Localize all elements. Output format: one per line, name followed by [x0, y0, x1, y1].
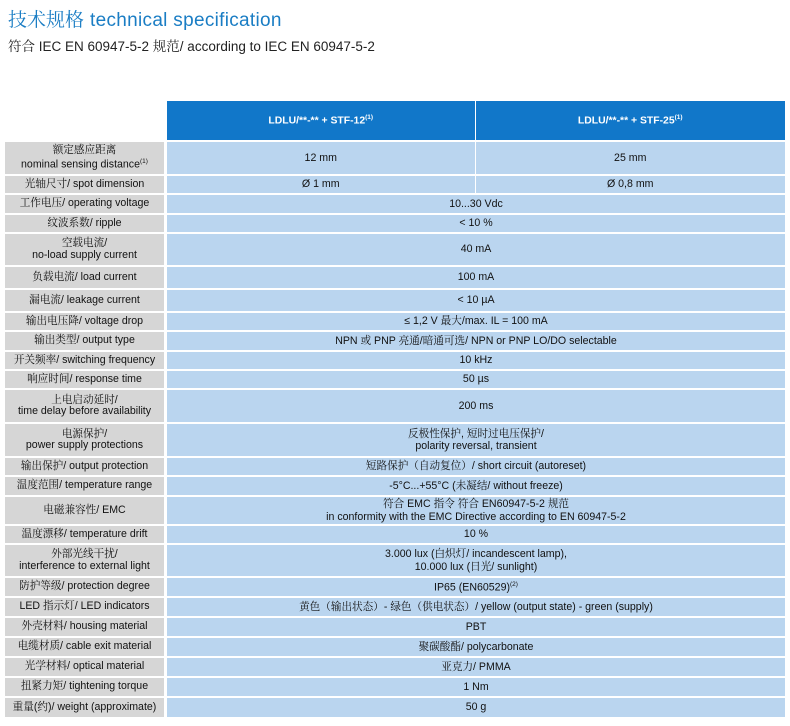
text-line: LED 指示灯/ LED indicators [19, 600, 150, 613]
spec-row [5, 597, 785, 617]
spec-row-label [5, 370, 164, 389]
text-line: 电源保护/ [61, 427, 108, 440]
spec-row-label [5, 266, 164, 289]
spec-row [5, 677, 785, 697]
title-english: technical specification [90, 10, 282, 31]
text-line: 输出电压降/ voltage drop [25, 314, 144, 327]
text-line: 负载电流/ load current [32, 270, 137, 283]
spec-row-value [167, 496, 785, 525]
column-header-label: LDLU/**-** + STF-25 [577, 115, 675, 127]
text-line: 输出保护/ output protection [20, 459, 149, 472]
column-header-stf-25 [475, 101, 785, 141]
text-line: 额定感应距离 [52, 143, 117, 156]
text-line: 漏电流/ leakage current [29, 293, 140, 306]
column-header-stf-12 [167, 101, 475, 141]
spec-row-label [5, 312, 164, 331]
text-line: 1 Nm [463, 680, 489, 693]
text-line: power supply protections [25, 439, 144, 451]
text-line: polarity reversal, transient [415, 440, 537, 452]
text-line: 10 % [463, 528, 489, 541]
text-line: 上电启动延时/ [51, 393, 118, 406]
spec-row-value [167, 312, 785, 331]
text-line: 光学材料/ optical material [24, 660, 145, 673]
text-line: 开关频率/ switching frequency [13, 353, 156, 366]
header-blank-cell [5, 101, 167, 141]
spec-row-label [5, 677, 164, 697]
text-line: 12 mm [304, 151, 337, 164]
text-line: 防护等级/ protection degree [19, 580, 150, 593]
spec-row-value [167, 657, 785, 677]
spec-row-value [475, 141, 785, 175]
text-line: 10 kHz [459, 354, 493, 367]
text-line: 符合 EMC 指令 符合 EN60947-5-2 规范 [382, 498, 570, 510]
spec-row [5, 331, 785, 351]
spec-row-value [167, 266, 785, 289]
spec-row-value [167, 214, 785, 233]
spec-row [5, 657, 785, 677]
text-line: 温度范围/ temperature range [16, 479, 153, 492]
spec-row-value [167, 194, 785, 214]
spec-table [5, 101, 785, 717]
spec-row-label [5, 525, 164, 544]
text-line: 聚碳酸酯/ polycarbonate [418, 640, 534, 653]
spec-row [5, 266, 785, 289]
spec-row [5, 389, 785, 423]
spec-row-value [167, 617, 785, 637]
text-line: 外壳材料/ housing material [21, 620, 148, 633]
footnote-mark: (2) [510, 581, 518, 589]
spec-row-value [167, 141, 475, 175]
spec-row-label [5, 637, 164, 657]
text-line: NPN 或 PNP 亮通/暗通可选/ NPN or PNP LO/DO selectable [335, 334, 617, 347]
text-line: 50 g [465, 701, 487, 714]
spec-row-value [475, 175, 785, 194]
spec-row-label [5, 331, 164, 351]
text-line: IP65 (EN60529) [434, 582, 510, 595]
text-line: no-load supply current [32, 248, 137, 261]
spec-row-label [5, 389, 164, 423]
text-line: 10...30 Vdc [449, 197, 503, 210]
text-line: 光轴尺寸/ spot dimension [24, 177, 145, 190]
spec-row-label [5, 577, 164, 597]
spec-row-label [5, 351, 164, 370]
spec-table-header [5, 101, 785, 141]
spec-row [5, 175, 785, 194]
spec-row [5, 214, 785, 233]
text-line: 3.000 lux (白炽灯/ incandescent lamp), [385, 548, 567, 560]
spec-row [5, 617, 785, 637]
text-line: 反极性保护, 短时过电压保护/ [408, 427, 544, 440]
column-header-label: LDLU/**-** + STF-12 [268, 115, 366, 127]
text-line: 电缆材质/ cable exit material [17, 640, 152, 653]
spec-row-label [5, 597, 164, 617]
spec-row [5, 544, 785, 577]
text-line: 电磁兼容性/ EMC [43, 503, 126, 516]
text-line: 空载电流/ [61, 237, 108, 249]
spec-row-value [167, 351, 785, 370]
text-line: interference to external light [19, 559, 150, 572]
text-line: 纹波系数/ ripple [47, 216, 122, 229]
text-line: in conformity with the EMC Directive according to EN 60947-5-2 [326, 510, 626, 523]
spec-row-value [167, 423, 785, 457]
spec-row-value [167, 525, 785, 544]
spec-row-value [167, 476, 785, 496]
spec-row-value [167, 370, 785, 389]
spec-row [5, 423, 785, 457]
text-line: Ø 1 mm [301, 178, 340, 191]
spec-row-value [167, 457, 785, 476]
page-title [8, 5, 282, 32]
spec-row-label [5, 476, 164, 496]
spec-row-label [5, 617, 164, 637]
spec-row [5, 194, 785, 214]
page-subtitle: 符合 IEC EN 60947-5-2 规范/ according to IEC EN 60947-5-2 [8, 39, 375, 54]
text-line: time delay before availability [17, 405, 152, 417]
text-line: 响应时间/ response time [27, 372, 142, 385]
spec-row [5, 312, 785, 331]
text-line: PBT [465, 620, 487, 633]
text-line: 10.000 lux (日光/ sunlight) [414, 560, 538, 573]
footnote-mark: (1) [365, 114, 374, 122]
text-line: 重量(约)/ weight (approximate) [12, 700, 157, 713]
footnote-mark: (1) [674, 114, 683, 122]
spec-row-value [167, 233, 785, 266]
spec-row-label [5, 496, 164, 525]
spec-row-value [167, 389, 785, 423]
spec-row [5, 233, 785, 266]
spec-row [5, 370, 785, 389]
spec-row [5, 637, 785, 657]
spec-row-label [5, 457, 164, 476]
spec-row-label [5, 233, 164, 266]
text-line: < 10 µA [457, 294, 495, 307]
spec-row [5, 289, 785, 312]
spec-row-label [5, 141, 164, 175]
spec-row-value [167, 637, 785, 657]
text-line: 亚克力/ PMMA [441, 660, 511, 673]
text-line: < 10 % [459, 217, 493, 230]
text-line: nominal sensing distance [21, 158, 140, 171]
text-line: ≤ 1,2 V 最大/max. IL = 100 mA [404, 315, 548, 328]
footnote-mark: (1) [140, 158, 148, 166]
spec-row [5, 577, 785, 597]
text-line: 50 µs [462, 373, 490, 386]
spec-row-label [5, 657, 164, 677]
spec-row-value [167, 289, 785, 312]
text-line: 输出类型/ output type [34, 334, 135, 347]
spec-row-value [167, 544, 785, 577]
spec-row-label [5, 423, 164, 457]
title-chinese: 技术规格 [8, 10, 85, 31]
spec-row-label [5, 697, 164, 717]
spec-row-label [5, 175, 164, 194]
text-line: 扭紧力矩/ tightening torque [20, 680, 149, 693]
spec-row-value [167, 677, 785, 697]
spec-row-label [5, 544, 164, 577]
spec-row-value [167, 175, 475, 194]
text-line: 40 mA [460, 243, 492, 256]
text-line: 100 mA [457, 271, 495, 284]
text-line: 温度漂移/ temperature drift [21, 527, 148, 540]
spec-row [5, 496, 785, 525]
spec-row-label [5, 289, 164, 312]
spec-row [5, 525, 785, 544]
spec-row [5, 457, 785, 476]
spec-row [5, 351, 785, 370]
text-line: 25 mm [614, 151, 647, 164]
spec-row-value [167, 331, 785, 351]
spec-row-label [5, 194, 164, 214]
text-line: 200 ms [458, 399, 494, 412]
spec-row-value [167, 697, 785, 717]
spec-row [5, 697, 785, 717]
text-line: 短路保护（自动复位）/ short circuit (autoreset) [365, 460, 587, 473]
text-line: -5°C...+55°C (未凝结/ without freeze) [389, 479, 563, 492]
text-line: 外部光线干扰/ [51, 548, 118, 560]
spec-row-value [167, 577, 785, 597]
spec-row [5, 476, 785, 496]
spec-row [5, 141, 785, 175]
spec-row-value [167, 597, 785, 617]
text-line: 黄色（输出状态）- 绿色（供电状态）/ yellow (output state) - green (supply) [299, 600, 653, 613]
spec-row-label [5, 214, 164, 233]
text-line: Ø 0,8 mm [606, 178, 654, 191]
text-line: 工作电压/ operating voltage [19, 197, 150, 210]
